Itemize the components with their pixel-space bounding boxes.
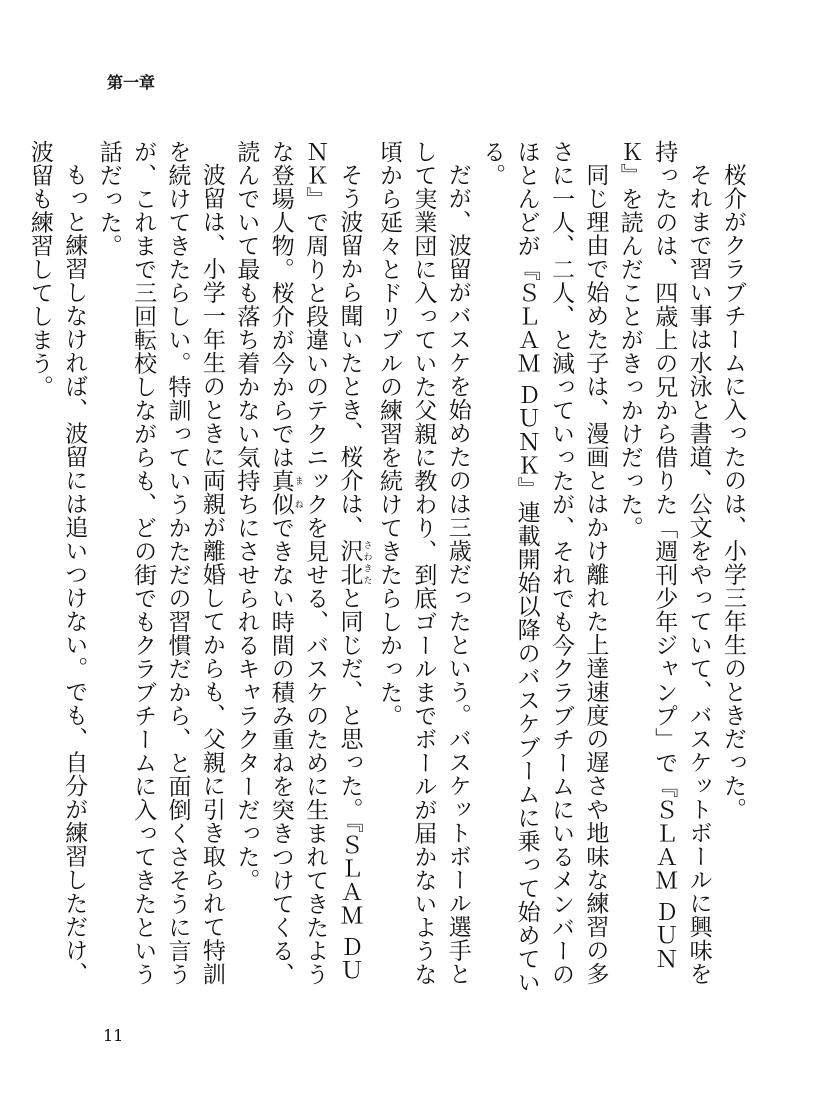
paragraph: 桜介がクラブチームに入ったのは、小学三年生のときだった。 [720,163,746,821]
paragraph: 波留は、小学一年生のときに両親が離婚してからも、父親に引き取られて特訓を続けてきたらしい。特訓っていうかただの習慣だから、と面倒くさそうに言うが、これまで三回転校しながらも、どの街でもクラブチームに入ってきたという話だった。 [95,140,225,986]
paragraph-with-ruby [229,140,372,1000]
paragraph: 同じ理由で始めた子は、漫画とはかけ離れた上達速度の遅さや地味な練習の多さに一人、二人、と減っていったが、それでも今クラブチームにいるメンバーのほとんどが『ＳＬＡＭ ＤＵＮＫ』連載開始以降のバスケブームに乗って始めている。 [479,140,609,994]
ruby-reading: まね [292,469,303,516]
vertical-text-body [26,140,750,1000]
ruby-sawakita [336,539,372,586]
page-number: 11 [103,1026,124,1045]
paragraph: もっと練習しなければ、波留には追いつけない。でも、自分が練習しただけ、波留も練習してしまう。 [26,140,88,986]
text-run: と同じだ、と思った。『ＳＬＡＭ ＤＵＮＫ』で周りと段違いのテクニックを見せる、バスケのために生まれてきたような登場人物。桜介が今からでは [267,140,363,986]
ruby-reading: さわきた [361,539,372,586]
paragraph: だが、波留がバスケを始めたのは三歳だったという。バスケットボール選手として実業団に入っていた父親に教わり、到底ゴールまでボールが届かないような頃から延々とドリブルの練習を続けてきたらしかった。 [375,140,471,986]
ruby-base: 真似 [267,469,294,516]
paragraph: それまで習い事は水泳と書道、公文をやっていて、バスケットボールに興味を持ったのは、四歳上の兄から借りた「週刊少年ジャンプ」で『ＳＬＡＭ ＤＵＮＫ』を読んだことがきっかけだった。 [616,140,712,986]
text-run: そう波留から聞いたとき、桜介は、 [336,163,363,539]
text-run: できない時間の積み重ねを突きつけてくる、読んでいて最も落ち着かない気持ちにさせられるキャラクターだった。 [233,140,294,986]
ruby-mane [267,469,303,516]
chapter-heading: 第一章 [107,73,156,92]
ruby-base: 沢北 [336,539,363,586]
